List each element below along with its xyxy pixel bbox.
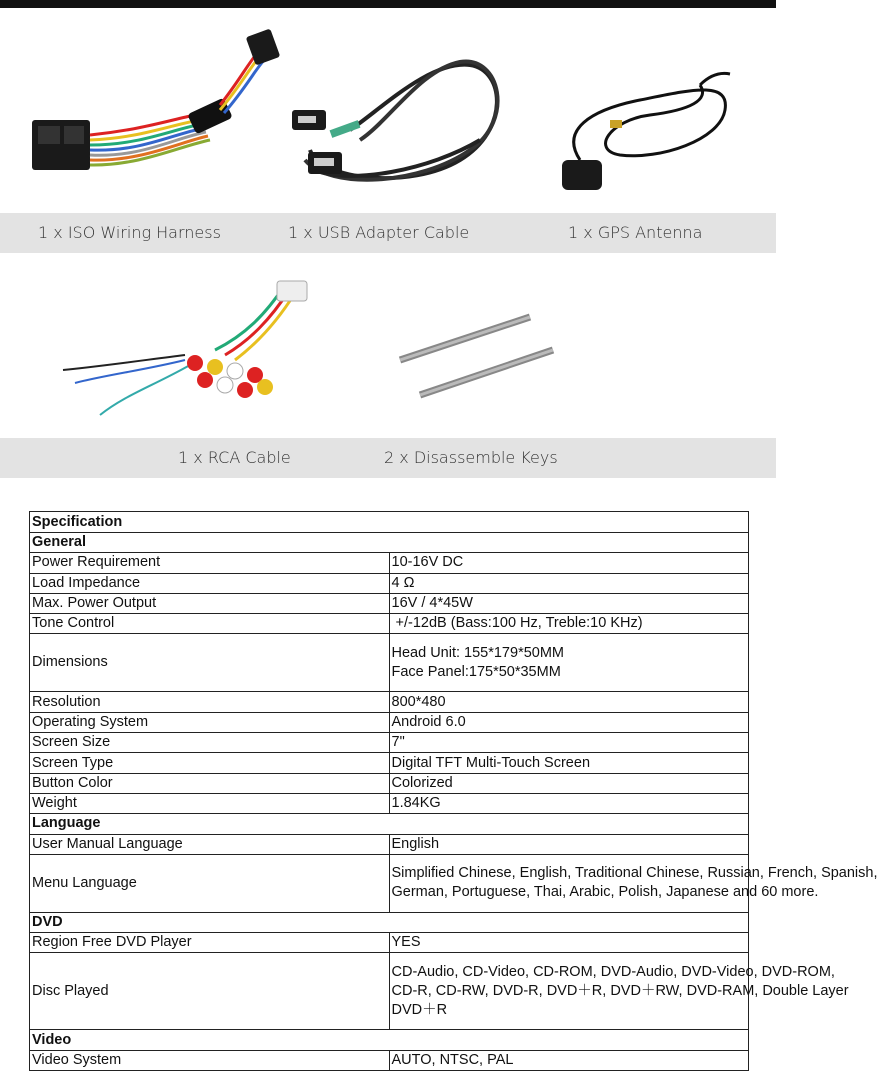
spec-value-line: 10-16V DC <box>391 554 464 571</box>
spec-value <box>389 692 749 712</box>
spec-value-line: Head Unit: 155*179*50MM <box>391 644 564 661</box>
top-bar <box>0 0 776 8</box>
spec-value <box>389 953 849 1030</box>
spec-value-line: Simplified Chinese, English, Traditional Chinese, Russian, French, Spanish, <box>391 865 878 882</box>
usb-cable-photo <box>290 50 520 190</box>
spec-value <box>389 834 749 854</box>
spec-value-line: German, Portuguese, Thai, Arabic, Polish, Japanese and 60 more. <box>391 884 819 901</box>
spec-title: Specification <box>30 512 749 533</box>
items-row2-band <box>0 438 776 478</box>
spec-value <box>389 553 749 573</box>
wiring-harness-photo <box>20 20 290 210</box>
spec-key: Region Free DVD Player <box>30 933 390 953</box>
rca-cable-photo <box>55 275 325 425</box>
item-label-gps-antenna: 1 x GPS Antenna <box>568 223 703 242</box>
spec-value <box>389 773 749 793</box>
items-row1-band <box>0 213 776 253</box>
disassemble-keys-photo <box>395 305 565 405</box>
spec-key: Screen Type <box>30 753 390 773</box>
spec-value-line: 1.84KG <box>391 795 441 812</box>
spec-value <box>389 793 749 813</box>
spec-row <box>30 834 749 854</box>
spec-row <box>30 634 749 692</box>
item-label-disassemble-keys: 2 x Disassemble Keys <box>384 448 558 467</box>
spec-value-line: 7" <box>391 734 405 751</box>
spec-value-line: YES <box>391 934 421 951</box>
spec-row <box>30 953 749 1030</box>
spec-row <box>30 773 749 793</box>
spec-value <box>389 933 749 953</box>
spec-key: Video System <box>30 1050 390 1070</box>
spec-key: Button Color <box>30 773 390 793</box>
spec-value-line: +/-12dB (Bass:100 Hz, Treble:10 KHz) <box>391 615 643 632</box>
spec-section-heading: General <box>30 533 749 553</box>
spec-row <box>30 733 749 753</box>
spec-row <box>30 854 749 912</box>
item-label-iso-harness: 1 x ISO Wiring Harness <box>38 223 221 242</box>
spec-value <box>389 593 749 613</box>
spec-value-line: 4 Ω <box>391 574 415 591</box>
spec-value-line: Colorized <box>391 774 453 791</box>
spec-value <box>389 753 749 773</box>
spec-row <box>30 593 749 613</box>
spec-section-heading: Language <box>30 814 749 834</box>
spec-value-line: CD-R, CD-RW, DVD-R, DVD＋R, DVD＋RW, DVD-RAM, Double Layer <box>391 982 849 999</box>
spec-value <box>389 733 749 753</box>
item-label-rca-cable: 1 x RCA Cable <box>178 448 291 467</box>
spec-value-line: Digital TFT Multi-Touch Screen <box>391 754 591 771</box>
spec-value <box>389 712 749 732</box>
spec-row <box>30 692 749 712</box>
spec-value <box>389 1050 749 1070</box>
specification-table <box>29 511 878 1071</box>
spec-section-heading: DVD <box>30 912 749 932</box>
spec-row <box>30 573 749 593</box>
spec-key: Screen Size <box>30 733 390 753</box>
spec-key: Tone Control <box>30 614 390 634</box>
spec-value-line: 800*480 <box>391 693 446 710</box>
spec-section-heading: Video <box>30 1030 749 1050</box>
spec-value-line: CD-Audio, CD-Video, CD-ROM, DVD-Audio, DVD-Video, DVD-ROM, <box>391 963 835 980</box>
spec-value-line: Face Panel:175*50*35MM <box>391 663 561 680</box>
spec-value <box>389 573 749 593</box>
spec-row <box>30 793 749 813</box>
spec-key: User Manual Language <box>30 834 390 854</box>
spec-row <box>30 712 749 732</box>
spec-value <box>389 614 749 634</box>
spec-key: Power Requirement <box>30 553 390 573</box>
spec-value-line: Android 6.0 <box>391 713 466 730</box>
spec-value <box>389 634 749 692</box>
spec-value-line: English <box>391 835 440 852</box>
spec-row <box>30 753 749 773</box>
spec-key: Dimensions <box>30 634 390 692</box>
spec-value <box>389 854 878 912</box>
spec-key: Operating System <box>30 712 390 732</box>
spec-key: Resolution <box>30 692 390 712</box>
spec-row <box>30 933 749 953</box>
spec-value-line: DVD＋R <box>391 1001 448 1018</box>
spec-row <box>30 1050 749 1070</box>
spec-row <box>30 614 749 634</box>
spec-row <box>30 553 749 573</box>
item-label-usb-cable: 1 x USB Adapter Cable <box>288 223 470 242</box>
spec-value-line: 16V / 4*45W <box>391 595 473 612</box>
gps-antenna-photo <box>550 60 750 200</box>
spec-value-line: AUTO, NTSC, PAL <box>391 1051 514 1068</box>
spec-key: Menu Language <box>30 854 390 912</box>
spec-key: Weight <box>30 793 390 813</box>
spec-key: Max. Power Output <box>30 593 390 613</box>
spec-key: Load Impedance <box>30 573 390 593</box>
spec-key: Disc Played <box>30 953 390 1030</box>
